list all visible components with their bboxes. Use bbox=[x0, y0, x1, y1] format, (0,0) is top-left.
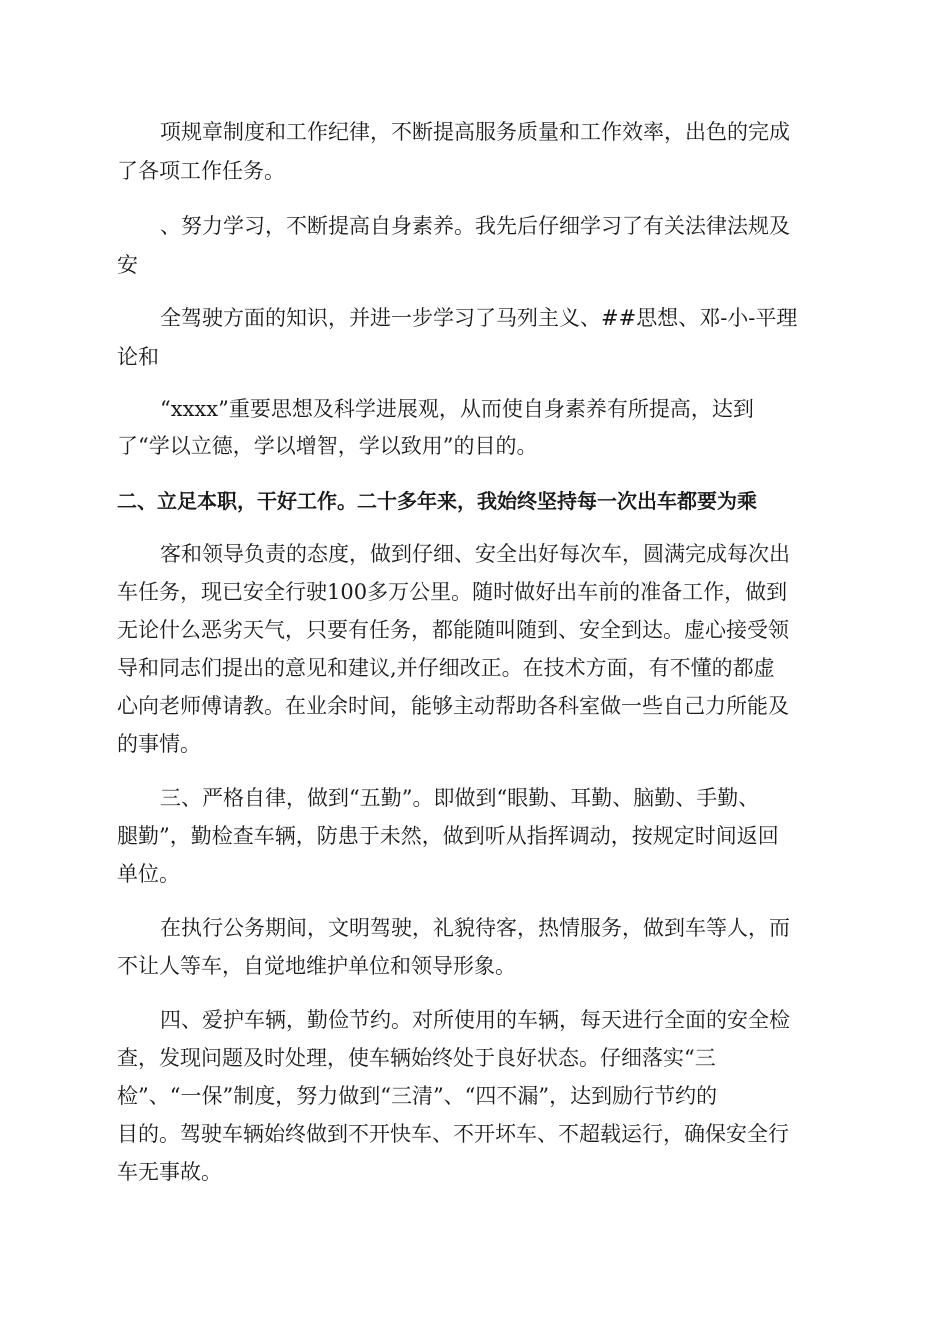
paragraph-line: 项规章制度和工作纪律，不断提高服务质量和工作效率，出色的完成 bbox=[160, 120, 790, 144]
paragraph-line: 无论什么恶劣天气，只要有任务，都能随叫随到、安全到达。虚心接受领 bbox=[117, 618, 789, 642]
section-heading: 二、立足本职，干好工作。二十多年来，我始终坚持每一次出车都要为乘 bbox=[117, 489, 757, 513]
paragraph-line: 三、严格自律，做到“五勤”。即做到“眼勤、耳勤、脑勤、手勤、 bbox=[160, 786, 760, 810]
paragraph-line: 目的。驾驶车辆始终做到不开快车、不开坏车、不超载运行，确保安全行 bbox=[117, 1122, 789, 1146]
paragraph-line: 车无事故。 bbox=[117, 1160, 222, 1184]
paragraph-line: 检”、“一保”制度，努力做到“三清”、“四不漏”，达到励行节约的 bbox=[117, 1084, 718, 1108]
paragraph-line: 论和 bbox=[117, 345, 159, 369]
paragraph-line: 心向老师傅请教。在业余时间，能够主动帮助各科室做一些自己力所能及 bbox=[117, 694, 789, 718]
paragraph-line: 车任务，现已安全行驶100多万公里。随时做好出车前的准备工作，做到 bbox=[117, 580, 788, 604]
paragraph-line: 全驾驶方面的知识，并进一步学习了马列主义、##思想、邓-小-平理 bbox=[160, 306, 798, 330]
paragraph-line: 了各项工作任务。 bbox=[117, 159, 285, 183]
paragraph-line: 在执行公务期间，文明驾驶，礼貌待客，热情服务，做到车等人，而 bbox=[160, 916, 790, 940]
paragraph-line: 腿勤”，勤检查车辆，防患于未然，做到听从指挥调动，按规定时间返回 bbox=[117, 824, 779, 848]
paragraph-line: 导和同志们提出的意见和建议,并仔细改正。在技术方面，有不懂的都虚 bbox=[117, 656, 775, 680]
paragraph-line: 单位。 bbox=[117, 862, 180, 886]
paragraph-line: 不让人等车，自觉地维护单位和领导形象。 bbox=[117, 954, 516, 978]
paragraph-line: 四、爱护车辆，勤俭节约。对所使用的车辆，每天进行全面的安全检 bbox=[160, 1008, 790, 1032]
paragraph-line: 、努力学习，不断提高自身素养。我先后仔细学习了有关法律法规及 bbox=[160, 214, 790, 238]
paragraph-line: 安 bbox=[117, 253, 138, 277]
paragraph-line: “xxxx”重要思想及科学进展观，从而使自身素养有所提高，达到 bbox=[160, 397, 754, 421]
paragraph-line: 的事情。 bbox=[117, 732, 201, 756]
paragraph-line: 查，发现问题及时处理，使车辆始终处于良好状态。仔细落实“三 bbox=[117, 1046, 716, 1070]
paragraph-line: 了“学以立德，学以增智，学以致用”的目的。 bbox=[117, 434, 538, 458]
paragraph-line: 客和领导负责的态度，做到仔细、安全出好每次车，圆满完成每次出 bbox=[160, 542, 790, 566]
